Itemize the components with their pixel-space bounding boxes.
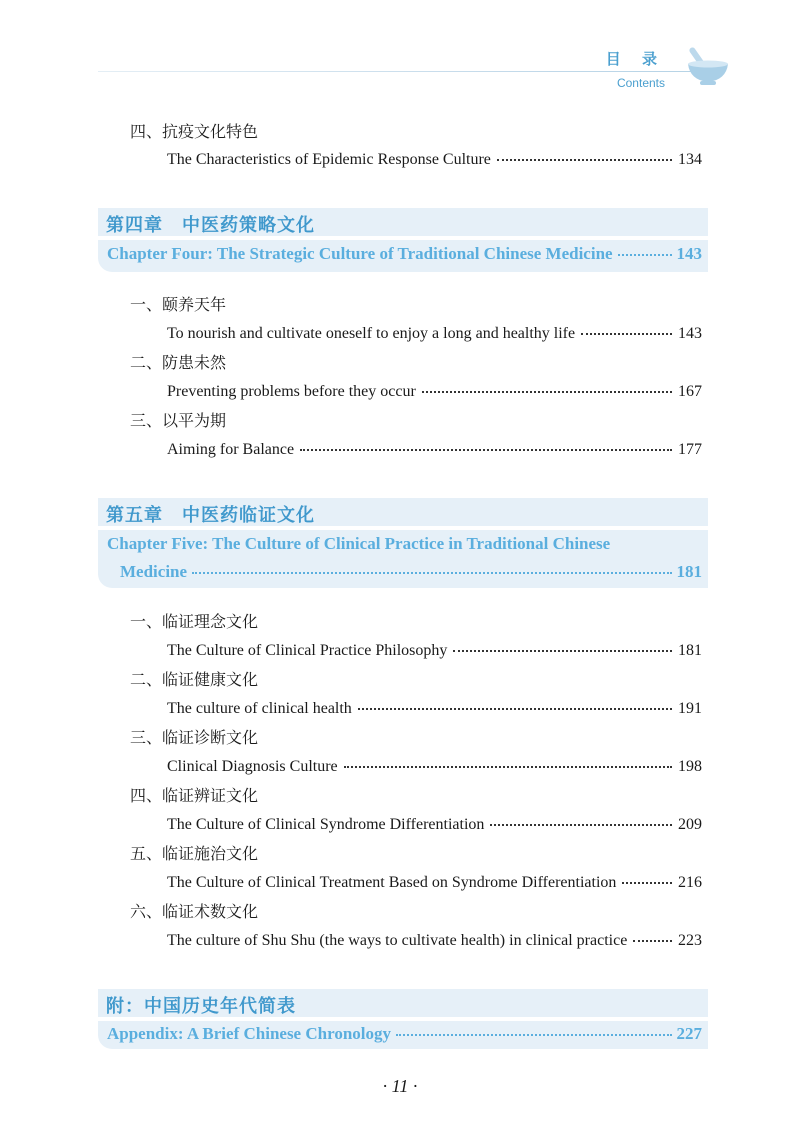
entry-cn: 三、临证诊断文化 [130,728,259,747]
dot-leader [581,332,672,335]
entry-title: Aiming for Balance [167,441,295,458]
chapter-en-title: Chapter Four: The Strategic Culture of Traditional Chinese Medicine [107,244,613,263]
dot-leader [490,823,672,826]
entry-title: The culture of Shu Shu (the ways to cultivate health) in clinical practice [167,932,628,949]
entry-page: 198 [678,758,702,775]
entry-page: 209 [678,816,702,833]
dot-leader [396,1033,671,1036]
chapter-cn-title: 第四章 中医药策略文化 [106,215,315,236]
chapter-en-line [120,562,702,582]
dot-leader [300,448,672,451]
toc-entry[interactable] [167,149,702,171]
entry-cn: 三、以平为期 [130,411,227,430]
toc-entry[interactable] [167,640,702,662]
entry-title: To nourish and cultivate oneself to enjoy a long and healthy life [167,325,576,342]
entry-title: The Culture of Clinical Practice Philosophy [167,642,448,659]
dot-leader [192,571,671,574]
entry-cn: 六、临证术数文化 [130,902,259,921]
dot-leader [633,939,672,942]
entry-cn: 二、防患未然 [130,353,227,372]
entry-title: The Culture of Clinical Syndrome Differentiation [167,816,485,833]
dot-leader [453,649,672,652]
appendix-cn-title: 附：中国历史年代简表 [106,996,296,1017]
toc-entry[interactable] [167,756,702,778]
toc-entry[interactable] [167,439,702,461]
entry-page: 167 [678,383,702,400]
entry-cn: 一、临证理念文化 [130,612,259,631]
entry-page: 181 [678,642,702,659]
entry-title: The culture of clinical health [167,700,352,717]
toc-entry[interactable] [167,381,702,403]
entry-page: 223 [678,932,702,949]
chapter-page: 181 [676,562,702,581]
running-header [0,0,800,100]
chapter-en-title-cont: Medicine [120,562,188,581]
header-rule [98,71,698,72]
entry-cn: 四、抗疫文化特色 [130,122,259,141]
dot-leader [622,881,672,884]
mortar-pestle-icon [684,40,732,88]
dot-leader [497,158,672,161]
toc-entry[interactable] [167,323,702,345]
entry-cn: 四、临证辨证文化 [130,786,259,805]
entry-page: 191 [678,700,702,717]
dot-leader [422,390,672,393]
entry-title: Clinical Diagnosis Culture [167,758,338,775]
header-title: 目 录 [605,50,665,68]
chapter-en-title: Chapter Five: The Culture of Clinical Practice in Traditional Chinese [107,534,611,553]
dot-leader [618,253,672,256]
chapter-cn-title: 第五章 中医药临证文化 [106,505,315,526]
dot-leader [344,765,672,768]
entry-page: 216 [678,874,702,891]
entry-page: 177 [678,441,702,458]
entry-title: The Culture of Clinical Treatment Based on Syndrome Differentiation [167,874,617,891]
chapter-cn-bar [98,208,708,236]
appendix-en-bar[interactable] [98,1021,708,1049]
chapter-en-line [107,534,610,554]
appendix-en-line [107,1024,702,1044]
entry-cn: 二、临证健康文化 [130,670,259,689]
entry-title: Preventing problems before they occur [167,383,416,400]
chapter-page: 143 [676,244,702,263]
toc-entry[interactable] [167,930,702,952]
appendix-page: 227 [676,1024,702,1043]
appendix-en-title: Appendix: A Brief Chinese Chronology [107,1024,392,1043]
chapter-cn-bar [98,498,708,526]
entry-page: 134 [678,151,702,168]
entry-title: The Characteristics of Epidemic Response Culture [167,151,491,168]
toc-entry[interactable] [167,872,702,894]
dot-leader [358,707,672,710]
entry-cn: 五、临证施治文化 [130,844,259,863]
appendix-cn-bar [98,989,708,1017]
toc-entry[interactable] [167,814,702,836]
chapter-en-line [107,244,702,264]
page-number: · 11 · [382,1076,418,1096]
toc-entry[interactable] [167,698,702,720]
entry-cn: 一、颐养天年 [130,295,227,314]
header-subtitle: Contents [616,76,665,90]
entry-page: 143 [678,325,702,342]
chapter-en-bar[interactable] [98,530,708,588]
chapter-en-bar[interactable] [98,240,708,272]
